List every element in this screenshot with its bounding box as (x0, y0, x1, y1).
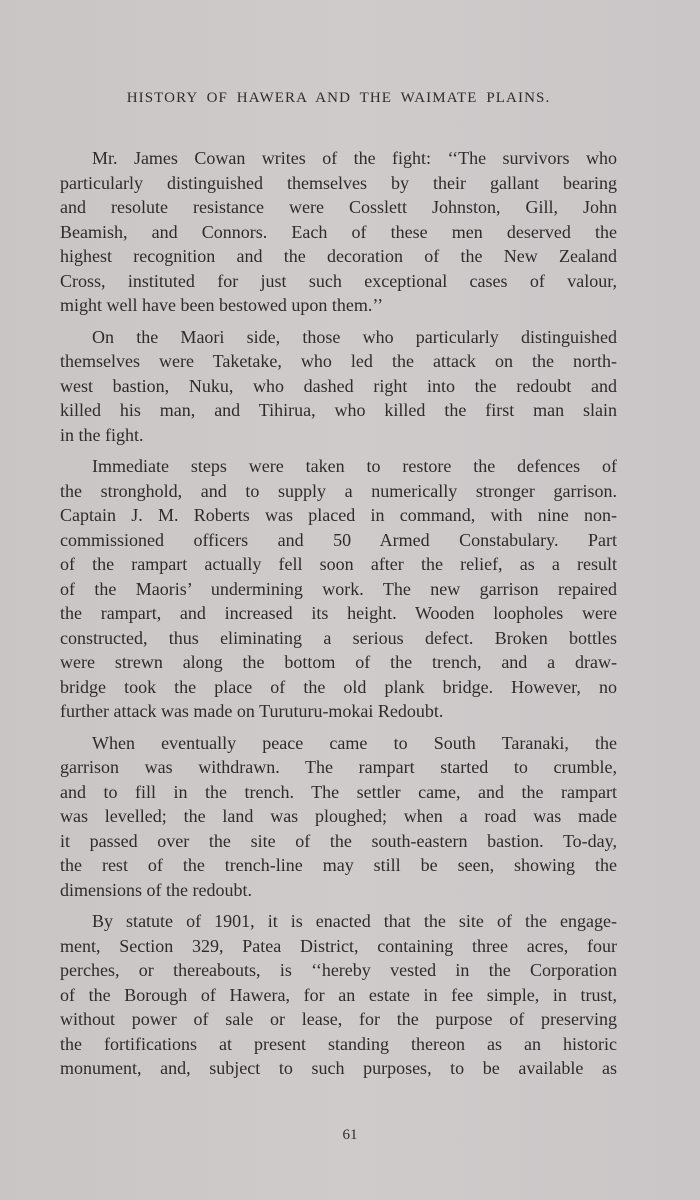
text-line: and resolute resistance were Cosslett Johnston, Gill, John (60, 197, 617, 217)
text-line: it passed over the site of the south-eastern bastion. To-day, (60, 830, 617, 851)
text-line: On the Maori side, those who particularly distinguished (92, 326, 617, 347)
text-line: highest recognition and the decoration of the New Zealand (60, 246, 617, 266)
text-line: was levelled; the land was ploughed; when a road was made (60, 806, 617, 826)
text-line: Captain J. M. Roberts was placed in command, with nine non- (60, 505, 617, 525)
text-line: ment, Section 329, Patea District, containing three acres, four (60, 935, 617, 956)
paragraph (60, 146, 617, 318)
text-line: the rampart, and increased its height. Wooden loopholes were (60, 603, 617, 623)
text-line: the fortifications at present standing thereon as an historic (60, 1033, 617, 1054)
text-line: the rest of the trench-line may still be seen, showing the (60, 855, 617, 875)
text-line: Cross, instituted for just such exceptional cases of valour, (60, 270, 617, 291)
text-line: of the Borough of Hawera, for an estate in fee simple, in trust, (60, 984, 617, 1005)
paragraph (60, 731, 617, 903)
text-line: killed his man, and Tihirua, who killed the first man slain (60, 400, 617, 420)
page-body-text (60, 146, 617, 1081)
text-line: By statute of 1901, it is enacted that the site of the engage- (92, 911, 617, 931)
text-line: without power of sale or lease, for the purpose of preserving (60, 1009, 617, 1029)
text-line: dimensions of the redoubt. (60, 879, 252, 900)
text-line: in the fight. (60, 424, 144, 445)
text-line: monument, and, subject to such purposes, to be available as (60, 1058, 617, 1078)
page-number: 61 (342, 1127, 358, 1143)
text-line: bridge took the place of the old plank bridge. However, no (60, 676, 617, 697)
text-line: of the Maoris’ undermining work. The new garrison repaired (60, 578, 617, 599)
text-line: constructed, thus eliminating a serious defect. Broken bottles (60, 627, 617, 648)
paragraph (60, 325, 617, 448)
text-line: of the rampart actually fell soon after the relief, as a result (60, 554, 617, 574)
text-line: particularly distinguished themselves by their gallant bearing (60, 172, 617, 193)
text-line: Beamish, and Connors. Each of these men deserved the (60, 221, 617, 242)
paragraph (60, 454, 617, 724)
text-line: When eventually peace came to South Taranaki, the (92, 732, 617, 753)
text-line: were strewn along the bottom of the trench, and a draw- (60, 652, 617, 672)
text-line: Immediate steps were taken to restore the defences of (92, 456, 617, 476)
text-line: perches, or thereabouts, is ‘‘hereby vested in the Corporation (60, 960, 617, 980)
text-line: further attack was made on Turuturu-mokai Redoubt. (60, 701, 444, 721)
text-line: might well have been bestowed upon them.’’ (60, 295, 384, 315)
text-line: commissioned officers and 50 Armed Constabulary. Part (60, 529, 617, 550)
paragraph (60, 909, 617, 1081)
text-line: west bastion, Nuku, who dashed right into the redoubt and (60, 375, 617, 396)
running-header: HISTORY OF HAWERA AND THE WAIMATE PLAINS. (126, 90, 551, 106)
text-line: Mr. James Cowan writes of the fight: ‘‘The survivors who (92, 148, 617, 168)
text-line: themselves were Taketake, who led the attack on the north- (60, 351, 617, 371)
text-line: and to fill in the trench. The settler came, and the rampart (60, 781, 617, 802)
text-line: garrison was withdrawn. The rampart started to crumble, (60, 757, 617, 777)
text-line: the stronghold, and to supply a numerically stronger garrison. (60, 480, 617, 501)
